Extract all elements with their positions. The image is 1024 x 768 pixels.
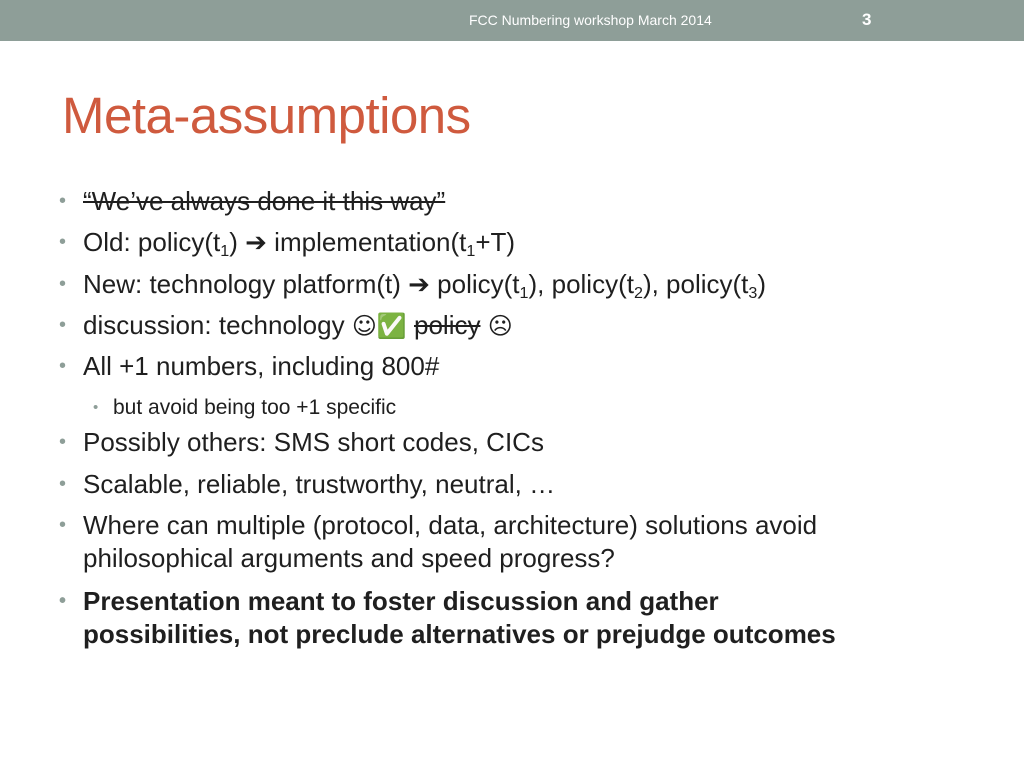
bullet-discussion	[83, 309, 963, 343]
bullet-where-can: • Where can multiple (protocol, data, architecture) solutions avoid philosophical arguments and speed progress?	[83, 509, 903, 575]
bullet-scalable: • Scalable, reliable, trustworthy, neutral, …	[83, 468, 963, 501]
subscript: 1	[466, 242, 476, 260]
smiley-icon: ☺	[351, 312, 377, 340]
text: )	[757, 269, 767, 299]
footer-text: FCC Numbering workshop March 2014	[469, 12, 712, 28]
bullet-new-platform	[83, 268, 963, 301]
slide-title: Meta-assumptions	[62, 87, 471, 144]
arrow-icon: ➔	[245, 227, 267, 257]
text: Old: policy(t	[83, 227, 221, 257]
slide-number: 3	[862, 10, 872, 29]
arrow-icon: ➔	[408, 269, 430, 299]
text: discussion: technology	[83, 310, 345, 340]
policy-struck: policy	[414, 310, 481, 340]
check-icon: ✅	[376, 312, 407, 340]
sub-bullet-avoid: • but avoid being too +1 specific	[113, 391, 993, 424]
text: ), policy(t	[642, 269, 749, 299]
subscript: 1	[220, 242, 230, 260]
bullet-possibly-others: • Possibly others: SMS short codes, CICs	[83, 426, 963, 459]
text: ), policy(t	[528, 269, 634, 299]
text: policy(t	[437, 269, 520, 299]
subscript: 3	[748, 284, 758, 302]
text: )	[229, 227, 238, 257]
bullet-presentation: • Presentation meant to foster discussion and gather possibilities, not preclude alternatives or prejudge outcomes	[83, 585, 883, 651]
subscript: 2	[633, 284, 643, 302]
bullet-plus1-numbers: • All +1 numbers, including 800#	[83, 350, 963, 383]
text: implementation(t	[274, 227, 467, 257]
text: +T)	[475, 227, 516, 257]
frown-icon: ☹	[487, 312, 513, 340]
subscript: 1	[519, 284, 529, 302]
bullet-always-done: • “We’ve always done it this way”	[83, 185, 963, 218]
text: New: technology platform(t)	[83, 269, 401, 299]
bullet-old-policy	[83, 226, 963, 259]
